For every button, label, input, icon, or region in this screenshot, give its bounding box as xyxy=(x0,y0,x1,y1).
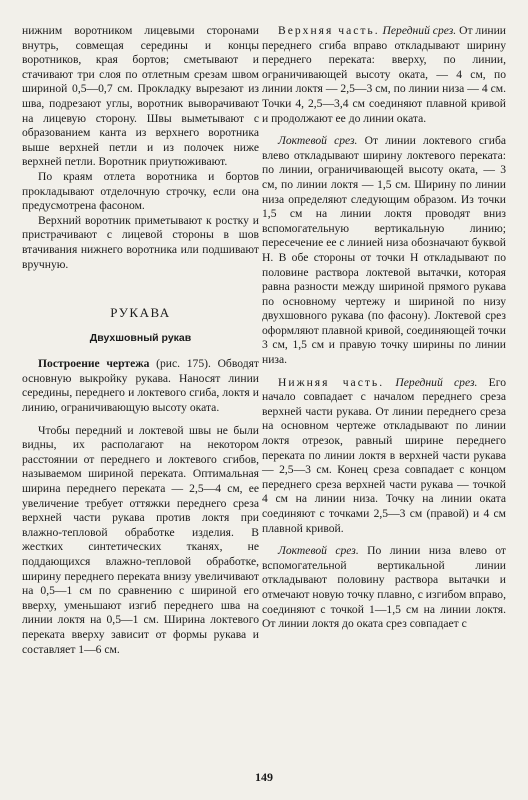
section-title: РУКАВА xyxy=(110,305,171,321)
subsection-title: Двухшовный рукав xyxy=(89,331,192,344)
lower-elbow-cut-text: По линии низа влево от вспомогательной вертикальной линии откладывают половину раствора вытачки и отмечают новую точку плавно, с изгибом вправо, соединяют с точкой 1—1,5 см на линии локтя. От линии локтя до оката срез совпадает с xyxy=(262,544,506,631)
lower-part-label: Нижняя часть. xyxy=(278,375,385,389)
paragraph-overlap-width: Чтобы передний и локтевой швы не были видны, их располагают на некотором расстоянии от переднего и локтевого сгибов, называемом шириной переката. Оптимальная ширина переднего переката — 2,5—4 см, ее увеличение требует оттяжки переднего среза верхней части рукава против локтя при влажно-тепловой обработке изделия. В жестких синтетических тканях, не поддающихся влажно-тепловой обработке, ширину переднего переката внизу увеличивают на 0,5—1 см по сравнению с шириной его вверху, уменьшают изгиб переднего шва на линии локтя на 0,5—1 см. Ширина локтевого переката вверху зависит от формы рукава и составляет 1—6 см. xyxy=(22,423,259,656)
elbow-cut-label: Локтевой срез. xyxy=(278,134,358,148)
right-column xyxy=(262,24,506,632)
paragraph-lower-elbow-cut xyxy=(262,544,506,632)
paragraph-collar-stitching: нижним воротником лицевыми сторонами внутрь, совмещая середины и концы воротников, края бортов; сметывают и стачивают три слоя по отлетным срезам швом шириной 0,5—0,7 см. Прокладку вырезают из шва, подрезают углы, воротник выворачивают на лицевую сторону. Швы выметывают с образованием канта из верхнего воротника выше верхней петли и из полочек ниже верхней петли. Воротник приутюживают. xyxy=(22,24,259,169)
page-number: 149 xyxy=(255,770,273,784)
left-column xyxy=(22,24,259,657)
front-cut-label: Передний срез. xyxy=(379,24,457,37)
drawing-construction-heading: Построение чертежа xyxy=(38,357,150,371)
paragraph-upper-elbow-cut xyxy=(262,134,506,368)
lower-front-cut-label: Передний срез. xyxy=(384,375,478,389)
paragraph-decorative-stitch: По краям отлета воротника и бортов прокладывают отделочную строчку, если она предусмотрена фасоном. xyxy=(22,169,259,213)
paragraph-lower-part-front-cut xyxy=(262,376,506,537)
upper-elbow-cut-text: От линии локтевого сгиба влево откладывают ширину локтевого переката: по линии, ограничивающей высоту оката, — 3 см, по линии локтя — 1,5 см. Ширину по линии низа определяют следующим образом. Из точки 1,5 см на линии локтя проводят вниз вспомогательную вертикальную линию; пересечение ее с линией низа обозначают буквой Н. В обе стороны от точки Н откладывают по половине раствора локтевой вытачки, которая равна разности между шириной прямого рукава по основному чертежу и шириной по низу двухшовного рукава (по фасону). Локтевой срез оформляют плавной кривой, соединяющей точки 3 см, 1,5 см и правую точку ширины по линии низа. xyxy=(262,134,506,367)
paragraph-upper-collar: Верхний воротник приметывают к ростку и пристрачивают с лицевой стороны в шов втачивания нижнего воротника или подшивают вручную. xyxy=(22,213,259,271)
paragraph-upper-part-front-cut xyxy=(262,24,506,126)
lower-front-cut-text: Его начало совпадает с началом переднего среза верхней части рукава. От линии переднего среза на основном чертеже откладывают по линии локтя отрезок, равный ширине переднего переката по линии локтя в верхней части рукава — 2,5—3 см. Конец среза совпадает с концом переднего среза верхней части рукава — точкой 4 см на линии низа. Точку на линии оката соединяют с точками 2,5—3 см (правой) и 4 см плавной кривой. xyxy=(262,375,507,535)
drawing-construction-text: (рис. 175). Обводят основную выкройку рукава. Наносят линии середины, переднего и локтевого сгиба, локтя и линию, ограничивающую высоту оката. xyxy=(22,357,259,415)
upper-front-cut-text: От линии переднего сгиба вправо откладывают ширину переднего переката: вверху, по линии, ограничивающей высоту оката, — 4 см, по линии локтя — 2,5—3 см, по линии низа — 4 см. Точки 4, 2,5—3,4 см соединяют плавной кривой и продолжают ее до линии оката. xyxy=(262,24,507,125)
paragraph-drawing-construction xyxy=(22,357,259,415)
upper-part-label: Верхняя часть. xyxy=(278,24,380,37)
lower-elbow-cut-label: Локтевой срез. xyxy=(278,544,359,558)
